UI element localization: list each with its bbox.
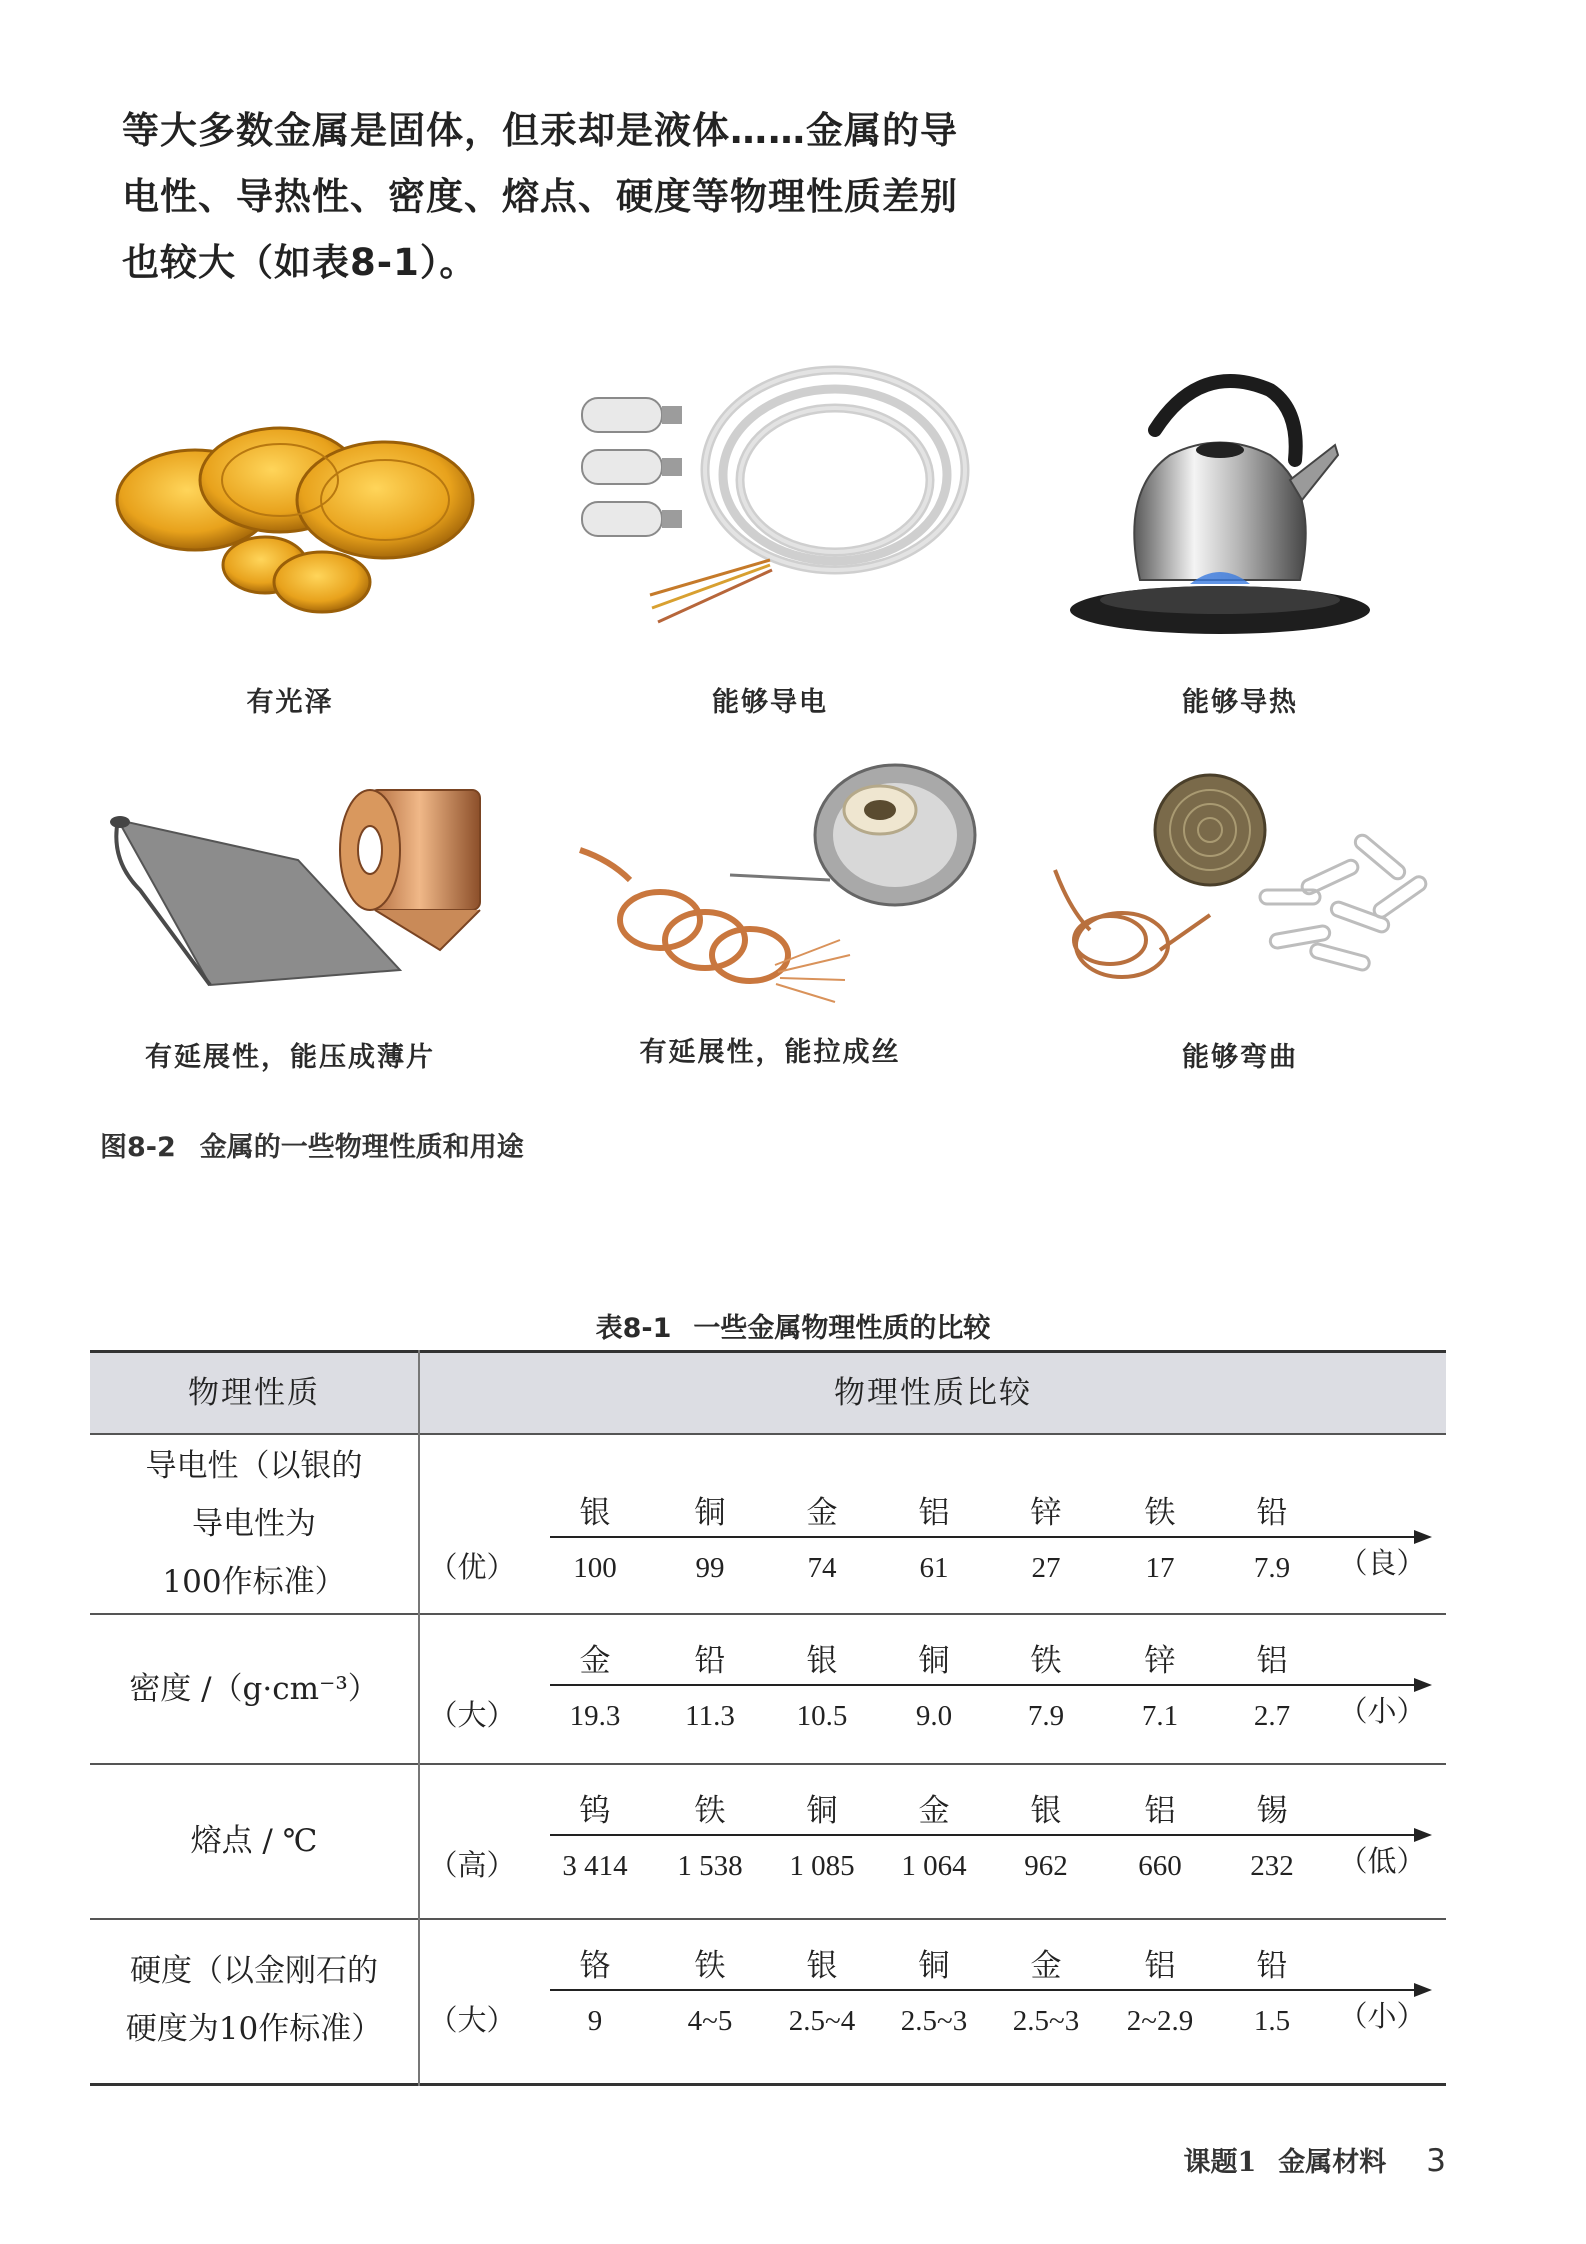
- metal-value: 19.3: [569, 1700, 621, 1732]
- scale-start-label: （大）: [428, 1698, 516, 1732]
- metal-value: 1.5: [1253, 2005, 1291, 2037]
- copper-wire-icon: [540, 740, 1000, 1030]
- table-bottom-rule: [90, 2083, 1446, 2086]
- comparison-scale-density: [420, 1615, 1446, 1763]
- metal-name: 金: [806, 1495, 838, 1531]
- figure-caption: 能够弯曲: [1182, 1042, 1298, 1073]
- metal-value: 9.0: [915, 1700, 953, 1732]
- property-hardness: [90, 1942, 418, 2058]
- metal-name: 铜: [694, 1495, 726, 1531]
- comparison-scale-melting-point: [420, 1765, 1446, 1918]
- metal-value: 61: [919, 1552, 949, 1584]
- comparison-scale-conductivity: [420, 1435, 1446, 1613]
- property-label-line: 硬度为10作标准）: [125, 2011, 383, 2047]
- metal-name: 铁: [1030, 1643, 1062, 1679]
- figure-caption: 能够导热: [1182, 687, 1298, 718]
- metal-value: 2~2.9: [1126, 2005, 1194, 2037]
- metal-name: 铅: [1256, 1495, 1288, 1531]
- metal-value: 962: [1024, 1850, 1068, 1882]
- intro-line: 电性、导热性、密度、熔点、硬度等物理性质差别: [122, 175, 958, 218]
- figure-caption: 有光泽: [246, 687, 334, 718]
- metal-name: 铁: [694, 1793, 726, 1829]
- foil-sheets-icon: [60, 760, 520, 1020]
- scale-end-label: （良）: [1338, 1546, 1426, 1580]
- metal-name: 铅: [694, 1643, 726, 1679]
- table-title: 一些金属物理性质的比较: [693, 1313, 991, 1344]
- scale-start-label: （高）: [428, 1848, 516, 1882]
- metal-name: 铁: [694, 1948, 726, 1984]
- metal-name: 银: [806, 1643, 838, 1679]
- metal-value: 11.3: [685, 1700, 735, 1732]
- steel-wool-and-clips-icon: [1010, 750, 1470, 1030]
- metal-name: 铁: [1144, 1495, 1176, 1531]
- property-label-line: 密度 /（g·cm⁻³）: [129, 1671, 379, 1707]
- intro-line: 也较大（如表8-1）。: [122, 241, 478, 284]
- scale-end-label: （小）: [1338, 1694, 1426, 1728]
- metal-name: 银: [579, 1495, 611, 1531]
- figure-item-conductivity: [540, 350, 1000, 718]
- metal-value: 1 064: [901, 1850, 967, 1882]
- metal-value: 74: [807, 1552, 837, 1584]
- metal-name: 银: [806, 1948, 838, 1984]
- metal-value: 7.1: [1141, 1700, 1179, 1732]
- metal-value: 4~5: [687, 2005, 733, 2037]
- property-melting-point: [90, 1812, 418, 1870]
- metal-value: 660: [1138, 1850, 1182, 1882]
- metal-name: 锌: [1030, 1495, 1062, 1531]
- metal-value: 100: [573, 1552, 617, 1584]
- metal-value: 2.5~4: [788, 2005, 856, 2037]
- metal-name: 铜: [918, 1948, 950, 1984]
- metal-name: 铝: [1144, 1948, 1176, 1984]
- metal-value: 232: [1250, 1850, 1294, 1882]
- metal-name: 铜: [918, 1643, 950, 1679]
- page-number: 3: [1426, 2143, 1446, 2179]
- figure-item-luster: [60, 350, 520, 718]
- metal-name: 铝: [1256, 1643, 1288, 1679]
- metal-name: 锌: [1144, 1643, 1176, 1679]
- metal-value: 9: [587, 2005, 603, 2037]
- metal-value: 7.9: [1027, 1700, 1065, 1732]
- metal-value: 99: [695, 1552, 725, 1584]
- metal-value: 2.7: [1253, 1700, 1291, 1732]
- metal-value: 1 085: [789, 1850, 855, 1882]
- metal-name: 金: [1030, 1948, 1062, 1984]
- property-label-line: 导电性为: [192, 1506, 316, 1542]
- header-comparison: 物理性质比较: [834, 1375, 1032, 1411]
- metal-value: 1 538: [677, 1850, 743, 1882]
- metal-name: 铬: [579, 1948, 611, 1984]
- property-label-line: 导电性（以银的: [145, 1448, 363, 1484]
- metal-value: 3 414: [562, 1850, 628, 1882]
- scale-start-label: （大）: [428, 2003, 516, 2037]
- figure-title: 金属的一些物理性质和用途: [199, 1132, 524, 1163]
- property-label-line: 硬度（以金刚石的: [130, 1953, 378, 1989]
- metal-name: 锡: [1256, 1793, 1288, 1829]
- figure-caption: 有延展性，能压成薄片: [145, 1042, 435, 1073]
- footer-title: 金属材料: [1278, 2147, 1387, 2178]
- metal-name: 金: [579, 1643, 611, 1679]
- figure-number: 图8-2: [100, 1132, 176, 1163]
- metal-value: 27: [1031, 1552, 1061, 1584]
- property-conductivity: [90, 1437, 418, 1611]
- table-caption: [0, 1306, 1586, 1345]
- property-label-line: 100作标准）: [162, 1564, 346, 1600]
- figure-caption-main: [100, 1125, 524, 1164]
- figure-item-bend: [1010, 750, 1470, 1080]
- gold-coins-icon: [60, 350, 520, 630]
- figure-item-heat: [1010, 350, 1470, 718]
- footer-section: 课题1: [1183, 2147, 1257, 2178]
- metal-name: 钨: [579, 1793, 611, 1829]
- scale-end-label: （低）: [1338, 1844, 1426, 1878]
- figure-item-wire: [540, 740, 1000, 1070]
- kettle-on-stove-icon: [1010, 350, 1470, 650]
- properties-table: [90, 1350, 1446, 2086]
- metal-value: 7.9: [1253, 1552, 1291, 1584]
- comparison-scale-hardness: [420, 1920, 1446, 2083]
- metal-name: 铝: [1144, 1793, 1176, 1829]
- metal-name: 银: [1030, 1793, 1062, 1829]
- property-density: [90, 1660, 418, 1718]
- header-property: 物理性质: [188, 1375, 320, 1411]
- metal-name: 金: [918, 1793, 950, 1829]
- metal-value: 17: [1145, 1552, 1175, 1584]
- metal-value: 2.5~3: [1012, 2005, 1080, 2037]
- figure-caption: 能够导电: [712, 687, 828, 718]
- page-footer: [1183, 2140, 1446, 2179]
- figure-item-foil: [60, 760, 520, 1090]
- scale-start-label: （优）: [428, 1550, 516, 1584]
- metal-name: 铜: [806, 1793, 838, 1829]
- intro-line: 等大多数金属是固体，但汞却是液体……金属的导: [122, 109, 958, 152]
- figure-caption: 有延展性，能拉成丝: [639, 1037, 901, 1068]
- table-number: 表8-1: [595, 1313, 672, 1344]
- bulbs-and-wire-icon: [540, 350, 1000, 650]
- property-label-line: 熔点 / ℃: [190, 1823, 318, 1859]
- intro-paragraph: [122, 98, 1002, 296]
- metal-name: 铝: [918, 1495, 950, 1531]
- scale-end-label: （小）: [1338, 1999, 1426, 2033]
- metal-value: 2.5~3: [900, 2005, 968, 2037]
- metal-name: 铅: [1256, 1948, 1288, 1984]
- metal-value: 10.5: [796, 1700, 848, 1732]
